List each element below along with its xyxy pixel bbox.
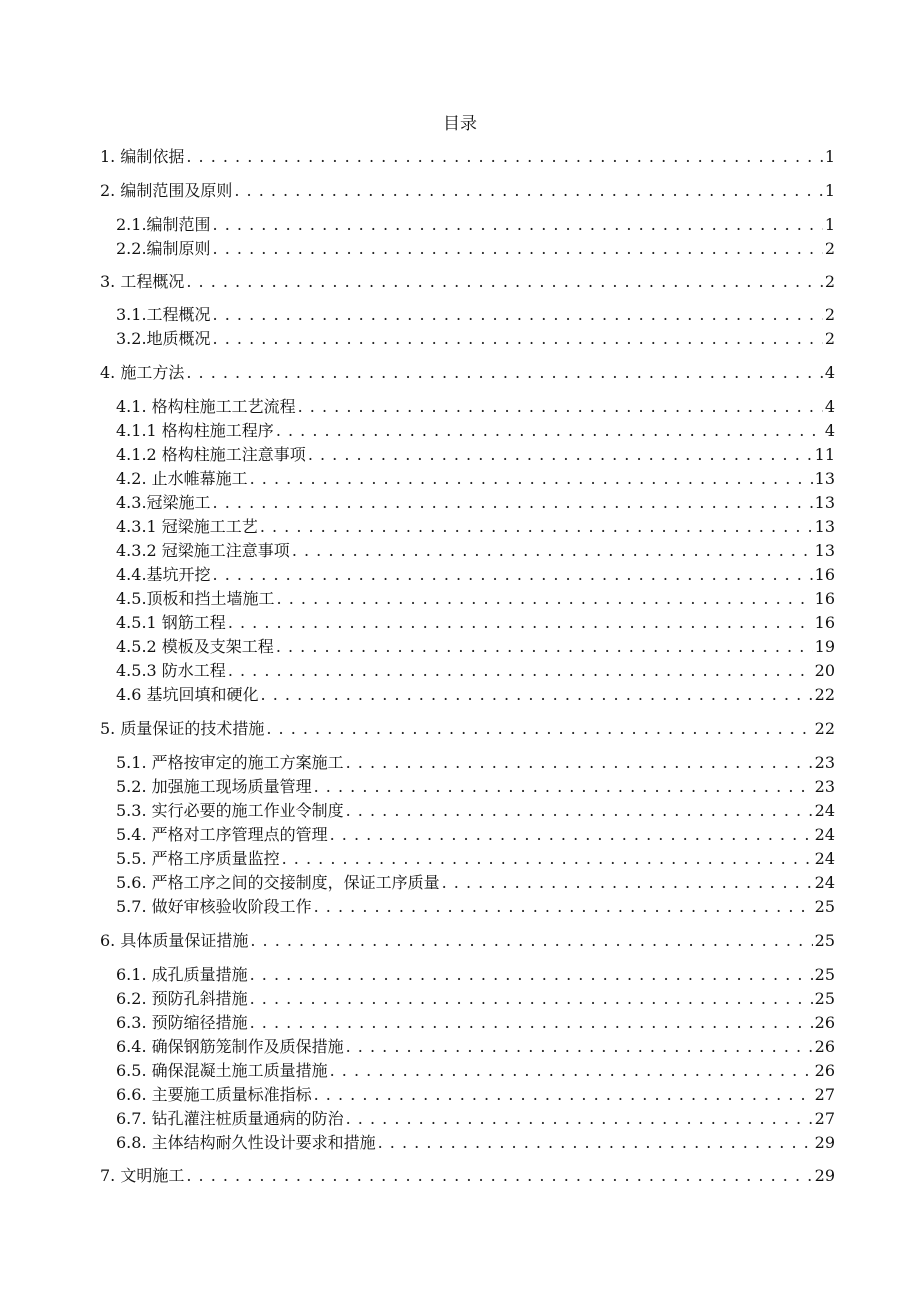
toc-entry-label: 4.4.基坑开挖 (116, 565, 211, 584)
toc-entry[interactable] (116, 587, 835, 611)
toc-entry-label: 6.7. 钻孔灌注桩质量通病的防治 (116, 1109, 344, 1128)
dot-leader (314, 775, 813, 799)
dot-leader (260, 515, 813, 539)
toc-entry-label: 4.5.3 防水工程 (116, 661, 226, 680)
toc-entry-label: 2.1.编制范围 (116, 215, 211, 234)
toc-entry-page: 2 (824, 329, 835, 348)
toc-entry-label: 5.3. 实行必要的施工作业令制度 (116, 801, 344, 820)
toc-entry-page: 25 (814, 989, 835, 1008)
toc-entry[interactable] (116, 395, 835, 419)
toc-entry[interactable] (100, 270, 835, 294)
dot-leader (186, 1164, 812, 1188)
dot-leader (346, 1107, 813, 1131)
toc-entry[interactable] (116, 515, 835, 539)
dot-leader (276, 635, 813, 659)
toc-entry[interactable] (116, 963, 835, 987)
toc-entry-label: 1. 编制依据 (100, 147, 185, 166)
toc-entry-label: 4.1.1 格构柱施工程序 (116, 421, 274, 440)
toc-entry[interactable] (100, 929, 835, 953)
toc-entry-page: 24 (814, 801, 835, 820)
toc-entry[interactable] (100, 179, 835, 203)
dot-leader (314, 895, 813, 919)
dot-leader (266, 717, 812, 741)
toc-entry-page: 13 (814, 493, 835, 512)
toc-entry-label: 2. 编制范围及原则 (100, 181, 233, 200)
toc-entry-label: 4.1. 格构柱施工工艺流程 (116, 397, 296, 416)
toc-entry-page: 22 (814, 719, 835, 738)
dot-leader (292, 539, 813, 563)
toc-entry-label: 5.7. 做好审核验收阶段工作 (116, 897, 312, 916)
toc-entry-label: 5.2. 加强施工现场质量管理 (116, 777, 312, 796)
toc-entry-page: 26 (814, 1013, 835, 1032)
dot-leader (277, 587, 813, 611)
toc-entry-label: 4.3.1 冠梁施工工艺 (116, 517, 258, 536)
toc-entry[interactable] (116, 1059, 835, 1083)
dot-leader (250, 467, 813, 491)
toc-entry[interactable] (116, 871, 835, 895)
toc-entry[interactable] (116, 1035, 835, 1059)
toc-entry[interactable] (116, 1107, 835, 1131)
toc-entry-label: 5. 质量保证的技术措施 (100, 719, 265, 738)
toc-entry-label: 4.1.2 格构柱施工注意事项 (116, 445, 306, 464)
dot-leader (261, 683, 813, 707)
dot-leader (186, 361, 822, 385)
toc-entry-page: 16 (814, 565, 835, 584)
toc-entry-page: 2 (824, 272, 835, 291)
toc-title: 目录 (443, 114, 477, 134)
toc-entry[interactable] (116, 491, 835, 515)
dot-leader (228, 611, 813, 635)
toc-entry-page: 2 (824, 239, 835, 258)
toc-entry-label: 7. 文明施工 (100, 1166, 185, 1185)
toc-entry-label: 6.8. 主体结构耐久性设计要求和措施 (116, 1133, 376, 1152)
toc-entry-page: 2 (824, 305, 835, 324)
toc-entry[interactable] (116, 1131, 835, 1155)
toc-entry[interactable] (116, 823, 835, 847)
toc-entry[interactable] (100, 145, 835, 169)
dot-leader (213, 563, 813, 587)
toc-entry-page: 24 (814, 849, 835, 868)
dot-leader (250, 1011, 813, 1035)
toc-entry-label: 4.5.2 模板及支架工程 (116, 637, 274, 656)
toc-entry-page: 24 (814, 873, 835, 892)
toc-entry-label: 4.5.顶板和挡土墙施工 (116, 589, 275, 608)
toc-entry[interactable] (116, 327, 835, 351)
dot-leader (330, 823, 813, 847)
toc-entry[interactable] (116, 659, 835, 683)
toc-entry-label: 4.6 基坑回填和硬化 (116, 685, 259, 704)
toc-entry-page: 25 (814, 965, 835, 984)
toc-entry[interactable] (116, 213, 835, 237)
toc-entry[interactable] (116, 635, 835, 659)
toc-entry-page: 29 (814, 1166, 835, 1185)
toc-entry-label: 6.2. 预防孔斜措施 (116, 989, 248, 1008)
toc-entry-page: 25 (814, 897, 835, 916)
toc-entry[interactable] (116, 799, 835, 823)
toc-entry[interactable] (116, 563, 835, 587)
toc-entry[interactable] (116, 847, 835, 871)
toc-entry[interactable] (100, 717, 835, 741)
dot-leader (250, 987, 813, 1011)
toc-entry-page: 4 (824, 363, 835, 382)
toc-entry[interactable] (116, 611, 835, 635)
dot-leader (250, 963, 813, 987)
toc-entry-page: 24 (814, 825, 835, 844)
toc-entry-page: 25 (814, 931, 835, 950)
toc-entry-page: 13 (814, 541, 835, 560)
toc-entry-label: 5.4. 严格对工序管理点的管理 (116, 825, 328, 844)
toc-entry[interactable] (116, 1011, 835, 1035)
toc-entry-label: 4.2. 止水帷幕施工 (116, 469, 248, 488)
toc-entry[interactable] (116, 895, 835, 919)
toc-entry-label: 4. 施工方法 (100, 363, 185, 382)
toc-entry[interactable] (100, 361, 835, 385)
dot-leader (250, 929, 812, 953)
dot-leader (186, 145, 822, 169)
toc-entry-label: 6. 具体质量保证措施 (100, 931, 249, 950)
toc-entry[interactable] (116, 987, 835, 1011)
toc-entry-page: 16 (814, 613, 835, 632)
dot-leader (346, 799, 813, 823)
dot-leader (282, 847, 813, 871)
toc-entry-page: 1 (824, 181, 835, 200)
dot-leader (213, 491, 813, 515)
dot-leader (186, 270, 822, 294)
toc-entry-page: 23 (814, 753, 835, 772)
toc-entry[interactable] (116, 419, 835, 443)
toc-entry-label: 6.3. 预防缩径措施 (116, 1013, 248, 1032)
toc-entry[interactable] (100, 1164, 835, 1188)
dot-leader (213, 213, 823, 237)
toc-entry-label: 5.5. 严格工序质量监控 (116, 849, 280, 868)
dot-leader (276, 419, 823, 443)
toc-entry-label: 3.2.地质概况 (116, 329, 211, 348)
toc-entry-label: 6.6. 主要施工质量标准指标 (116, 1085, 312, 1104)
dot-leader (228, 659, 813, 683)
toc-entry-page: 16 (814, 589, 835, 608)
toc-entry-page: 26 (814, 1061, 835, 1080)
dot-leader (442, 871, 813, 895)
toc-entry[interactable] (116, 1083, 835, 1107)
toc-entry-label: 6.5. 确保混凝土施工质量措施 (116, 1061, 328, 1080)
toc-entry-page: 13 (814, 469, 835, 488)
toc-entry[interactable] (116, 539, 835, 563)
toc-entry[interactable] (116, 443, 835, 467)
dot-leader (213, 303, 823, 327)
toc-entry-page: 11 (814, 445, 835, 464)
toc-entry-page: 1 (824, 147, 835, 166)
toc-entry-label: 5.6. 严格工序之间的交接制度，保证工序质量 (116, 873, 440, 892)
toc-entry-page: 27 (814, 1109, 835, 1128)
toc-entry[interactable] (116, 683, 835, 707)
toc-entry-label: 4.3.2 冠梁施工注意事项 (116, 541, 290, 560)
dot-leader (234, 179, 822, 203)
toc-entry-label: 5.1. 严格按审定的施工方案施工 (116, 753, 344, 772)
toc-entry-label: 3. 工程概况 (100, 272, 185, 291)
dot-leader (298, 395, 823, 419)
dot-leader (346, 751, 813, 775)
toc-entry-label: 6.1. 成孔质量措施 (116, 965, 248, 984)
toc-entry-label: 6.4. 确保钢筋笼制作及质保措施 (116, 1037, 344, 1056)
toc-entry[interactable] (116, 303, 835, 327)
toc-entry-page: 4 (824, 421, 835, 440)
toc-entry-page: 22 (814, 685, 835, 704)
toc-entry-page: 19 (814, 637, 835, 656)
toc-entry-page: 4 (824, 397, 835, 416)
dot-leader (330, 1059, 813, 1083)
toc-entry-label: 4.5.1 钢筋工程 (116, 613, 226, 632)
toc-entry-label: 4.3.冠梁施工 (116, 493, 211, 512)
dot-leader (314, 1083, 813, 1107)
toc-entry-label: 2.2.编制原则 (116, 239, 211, 258)
toc-entry-page: 29 (814, 1133, 835, 1152)
toc-entry[interactable] (116, 467, 835, 491)
toc-entry-page: 20 (814, 661, 835, 680)
dot-leader (346, 1035, 813, 1059)
toc-entry-page: 27 (814, 1085, 835, 1104)
toc-entry-page: 26 (814, 1037, 835, 1056)
toc-entry[interactable] (116, 237, 835, 261)
toc-entry-page: 23 (814, 777, 835, 796)
toc-entry[interactable] (116, 751, 835, 775)
toc-entry[interactable] (116, 775, 835, 799)
toc-entry-label: 3.1.工程概况 (116, 305, 211, 324)
dot-leader (378, 1131, 813, 1155)
toc-entry-page: 13 (814, 517, 835, 536)
toc-entry-page: 1 (824, 215, 835, 234)
dot-leader (213, 237, 823, 261)
dot-leader (308, 443, 813, 467)
dot-leader (213, 327, 823, 351)
